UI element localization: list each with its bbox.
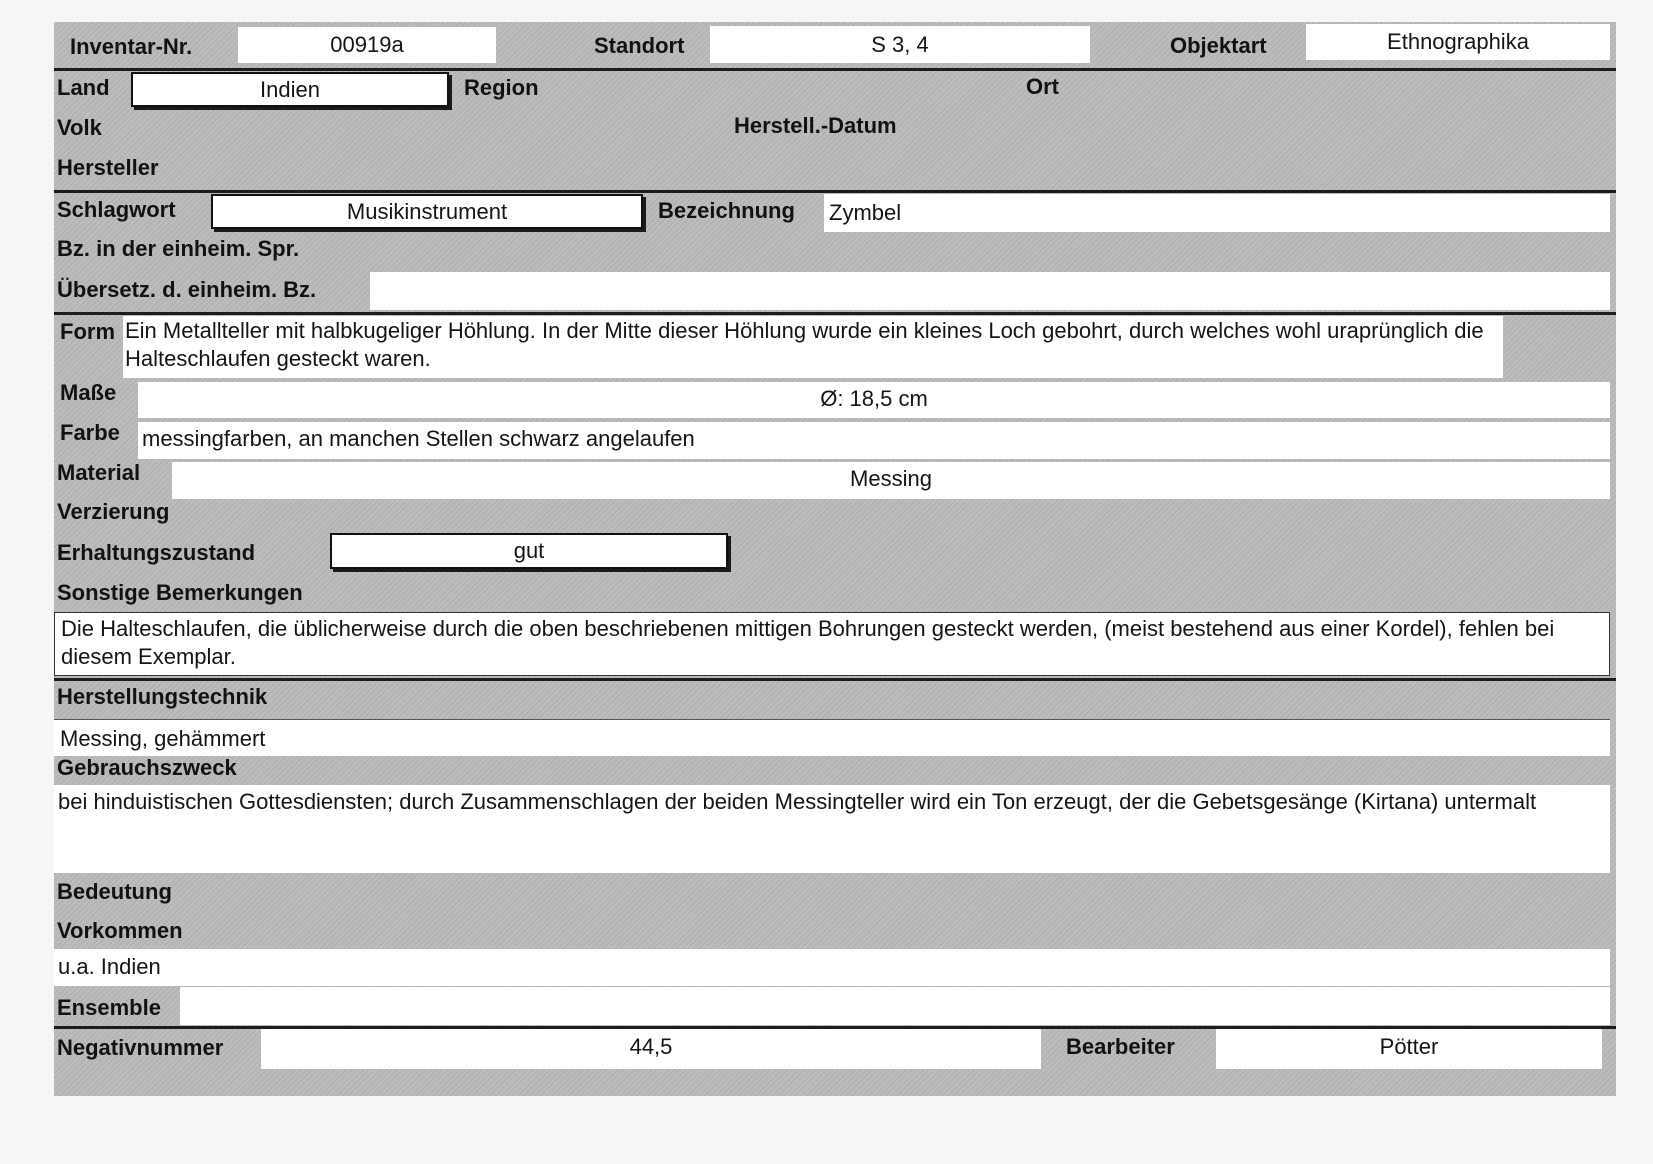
form-label: Form: [60, 319, 115, 344]
erhaltung-label: Erhaltungszustand: [57, 540, 256, 565]
bezeichnung-label: Bezeichnung: [658, 198, 795, 223]
vorkommen-field[interactable]: u.a. Indien: [54, 949, 1610, 986]
herstell-datum-label: Herstell.-Datum: [734, 113, 897, 138]
region-label: Region: [464, 75, 539, 100]
form-field[interactable]: Ein Metallteller mit halbkugeliger Höhlung. In der Mitte dieser Höhlung wurde ein kleines Loch gebohrt, durch welches wohl uraprünglich die Halteschlaufen gesteckt waren.: [123, 316, 1503, 378]
inventar-label: Inventar-Nr.: [70, 34, 193, 59]
divider: [54, 190, 1616, 193]
negativ-label: Negativnummer: [57, 1035, 224, 1060]
masse-label: Maße: [60, 380, 117, 405]
technik-field[interactable]: Messing, gehämmert: [54, 719, 1610, 756]
bz-einheim-label: Bz. in der einheim. Spr.: [57, 236, 300, 261]
hersteller-label: Hersteller: [57, 155, 159, 180]
land-label: Land: [57, 75, 110, 100]
material-label: Material: [57, 460, 141, 485]
volk-label: Volk: [57, 115, 102, 140]
vorkommen-label: Vorkommen: [57, 918, 183, 943]
land-field[interactable]: Indien: [131, 72, 449, 107]
standort-label: Standort: [594, 33, 685, 58]
bearbeiter-field[interactable]: Pötter: [1216, 1029, 1602, 1069]
uebersetz-label: Übersetz. d. einheim. Bz.: [57, 277, 317, 302]
standort-field[interactable]: S 3, 4: [710, 26, 1090, 63]
uebersetz-field[interactable]: [370, 272, 1610, 310]
erhaltung-field[interactable]: gut: [330, 533, 728, 569]
divider: [54, 678, 1616, 681]
negativ-field[interactable]: 44,5: [261, 1029, 1041, 1069]
farbe-label: Farbe: [60, 420, 120, 445]
schlagwort-field[interactable]: Musikinstrument: [211, 194, 643, 229]
bemerkungen-label: Sonstige Bemerkungen: [57, 580, 303, 605]
bearbeiter-label: Bearbeiter: [1066, 1034, 1175, 1059]
schlagwort-label: Schlagwort: [57, 197, 176, 222]
zweck-label: Gebrauchszweck: [57, 755, 237, 780]
verzierung-label: Verzierung: [57, 499, 170, 524]
ensemble-label: Ensemble: [57, 995, 161, 1020]
zweck-field[interactable]: bei hinduistischen Gottesdiensten; durch Zusammenschlagen der beiden Messingteller wird ein Ton erzeugt, der die Gebetsgesänge (Kirtana) untermalt: [54, 785, 1610, 873]
ort-label: Ort: [1026, 74, 1059, 99]
divider: [54, 312, 1616, 315]
technik-label: Herstellungstechnik: [57, 684, 268, 709]
objektart-field[interactable]: Ethnographika: [1306, 24, 1610, 60]
catalog-card: [54, 22, 1616, 1096]
bezeichnung-field[interactable]: Zymbel: [824, 194, 1610, 232]
divider: [54, 68, 1616, 71]
bemerkungen-field[interactable]: Die Halteschlaufen, die üblicherweise durch die oben beschriebenen mittigen Bohrungen gesteckt werden, (meist bestehend aus einer Kordel), fehlen bei diesem Exemplar.: [54, 612, 1610, 676]
objektart-label: Objektart: [1170, 33, 1267, 58]
masse-field[interactable]: Ø: 18,5 cm: [138, 382, 1610, 418]
inventar-field[interactable]: 00919a: [238, 27, 496, 63]
material-field[interactable]: Messing: [172, 462, 1610, 499]
bedeutung-label: Bedeutung: [57, 879, 172, 904]
farbe-field[interactable]: messingfarben, an manchen Stellen schwarz angelaufen: [138, 422, 1610, 459]
ensemble-field[interactable]: [180, 987, 1610, 1025]
